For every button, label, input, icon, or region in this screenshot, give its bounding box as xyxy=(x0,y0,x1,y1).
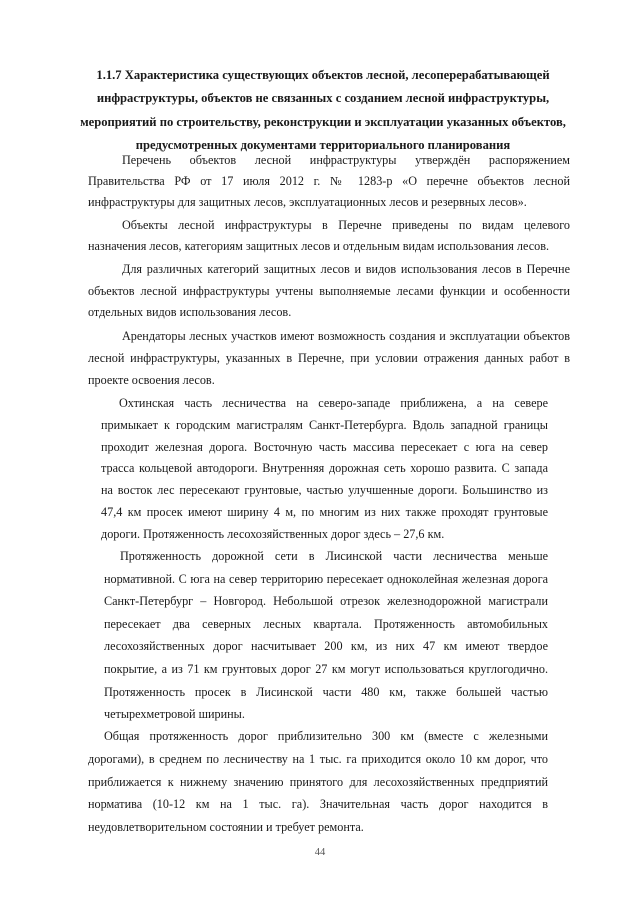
section-heading: 1.1.7 Характеристика существующих объектов лесной, лесоперерабатывающей инфраструктуры, объектов не связанных с созданием лесной инфраструктуры, мероприятий по строительству, реконструкции и эксплуатации указанных объектов, предусмотренных документами территориального планирования xyxy=(80,68,566,153)
paragraph-lisino-part: Протяженность дорожной сети в Лисинской части лесничества меньше нормативной. С юга на север территорию пересекает одноколейная железная дорога Санкт-Петербург – Новгород. Небольшой отрезок железнодорожной магистрали пересекает два северных лесных квартала. Протяженность автомобильных лесохозяйственных дорог насчитывает 200 км, из них 47 км имеют твердое покрытие, а из 71 км грунтовых дорог 27 км могут использоваться круглогодично. Протяженность просек в Лисинской части 480 км, также большей частью четырехметровой ширины. xyxy=(104,549,548,722)
paragraph-list-structure: Объекты лесной инфраструктуры в Перечне приведены по видам целевого назначения лесов, категориям защитных лесов и отдельным видам использования лесов. xyxy=(88,218,570,253)
paragraph-forest-functions: Для различных категорий защитных лесов и видов использования лесов в Перечне объектов лесной инфраструктуры учтены выполняемые лесами функции и особенности отдельных видов использования лесов. xyxy=(88,262,570,319)
page-number: 44 xyxy=(314,847,326,858)
paragraph-leaseholders: Арендаторы лесных участков имеют возможность создания и эксплуатации объектов лесной инфраструктуры, указанных в Перечне, при условии отражения данных работ в проекте освоения лесов. xyxy=(88,329,570,387)
paragraph-okhta-part: Охтинская часть лесничества на северо-западе приближена, а на севере примыкает к городским магистралям Санкт-Петербурга. Вдоль западной границы проходит железная дорога. Восточную часть массива пересекает с юга на север трасса кольцевой автодороги. Внутренняя дорожная сеть хорошо развита. С запада на восток лес пересекают грунтовые, частью улучшенные дороги. Большинство из 47,4 км просек имеют ширину 4 м, по многим из них также проходят грунтовые дороги. Протяженность лесохозяйственных дорог здесь – 27,6 км. xyxy=(101,396,548,541)
paragraph-total-roads: Общая протяженность дорог приблизительно 300 км (вместе с железными дорогами), в среднем по лесничеству на 1 тыс. га приходится около 10 км дорог, что приближается к нижнему значению принятого для лесохозяйственных предприятий норматива (10-12 км на 1 тыс. га). Значительная часть дорог находится в неудовлетворительном состоянии и требует ремонта. xyxy=(88,729,548,835)
paragraph-list-approval: Перечень объектов лесной инфраструктуры утверждён распоряжением Правительства РФ от 17 июля 2012 г. № 1283-р «О перечне объектов лесной инфраструктуры для защитных лесов, эксплуатационных лесов и резервных лесов». xyxy=(88,153,570,209)
